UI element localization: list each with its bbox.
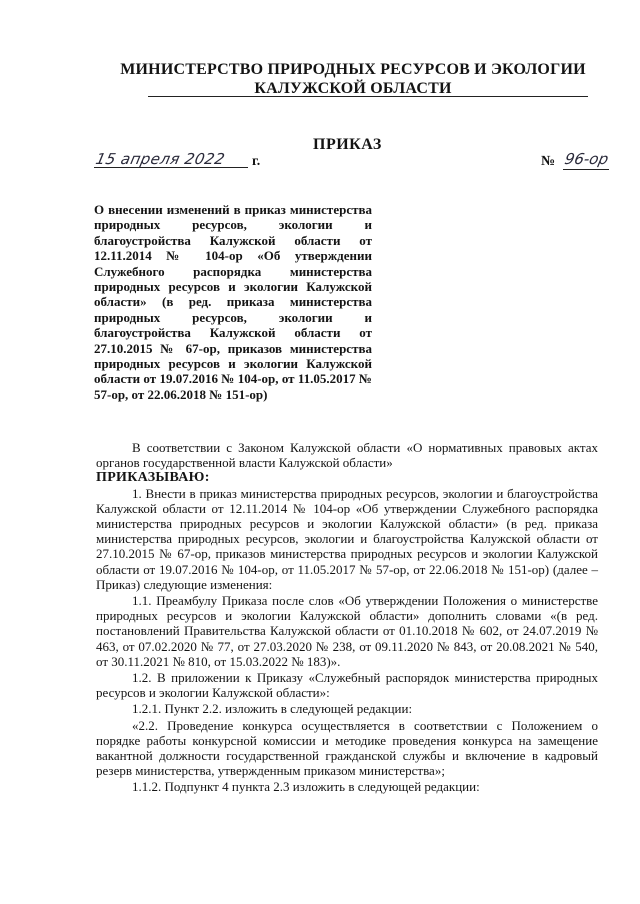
ministry-header [118,60,588,98]
body-paragraph: 1.1. Преамбулу Приказа после слов «Об утверждении Положения о министерстве природных ресурсов и экологии Калужской области» дополнить словами «(в ред. постановлений Правительства Калужской области от 01.10.2018 № 602, от 24.07.2019 № 463, от 07.02.2020 № 77, от 27.03.2020 № 238, от 09.11.2020 № 843, от 20.08.2021 № 540, от 30.11.2021 № 810, от 15.03.2022 № 183)». [96,593,598,669]
order-body [96,440,598,795]
preamble-paragraph: В соответствии с Законом Калужской области «О нормативных правовых актах органов государственной власти Калужской области» [96,440,598,471]
ministry-name-line2: КАЛУЖСКОЙ ОБЛАСТИ [254,80,452,97]
body-paragraph: 1.2.1. Пункт 2.2. изложить в следующей редакции: [132,701,413,717]
order-subject: О внесении изменений в приказ министерства природных ресурсов, экологии и благоустройства Калужской области от 12.11.2014 № 104-ор «Об утверждении Служебного распорядка министерства природных ресурсов и экологии Калужской области» (в ред. приказа министерства природных ресурсов, экологии и благоустройства Калужской области от 27.10.2015 № 67-ор, приказов министерства природных ресурсов и экологии Калужской области от 19.07.2016 № 104-ор, от 11.05.2017 № 57-ор, от 22.06.2018 № 151-ор) [94,202,372,402]
order-number-handwritten: 96-ор [563,150,611,168]
order-date [94,150,264,174]
number-underline [563,169,609,170]
decree-word: ПРИКАЗЫВАЮ: [96,470,210,486]
date-underline [94,167,248,168]
header-underline [148,96,588,97]
order-number [541,152,611,176]
body-paragraph: 1.2. В приложении к Приказу «Служебный распорядок министерства природных ресурсов и экологии Калужской области»: [96,670,598,701]
order-date-suffix: г. [252,154,261,169]
order-date-handwritten: 15 апреля 2022 [94,150,227,168]
ministry-name-line1: МИНИСТЕРСТВО ПРИРОДНЫХ РЕСУРСОВ И ЭКОЛОГИИ [120,61,586,78]
number-sign: № [541,154,556,169]
body-paragraph: «2.2. Проведение конкурса осуществляется в соответствии с Положением о порядке работы конкурсной комиссии и методике проведения конкурса на замещение вакантной должности государственной гражданской службы и включение в кадровый резерв министерства, утвержденным приказом министерства»; [96,717,598,779]
body-paragraph: 1. Внести в приказ министерства природных ресурсов, экологии и благоустройства Калужской области от 12.11.2014 № 104-ор «Об утверждении Служебного распорядка министерства природных ресурсов и экологии Калужской области» (в ред. приказа министерства природных ресурсов, экологии и благоустройства Калужской области от 27.10.2015 № 67-ор, приказов министерства природных ресурсов и экологии Калужской области от 19.07.2016 № 104-ор, от 11.05.2017 № 57-ор, от 22.06.2018 № 151-ор) (далее – Приказ) следующие изменения: [96,485,598,592]
order-title: ПРИКАЗ [313,136,382,153]
body-paragraph: 1.1.2. Подпункт 4 пункта 2.3 изложить в следующей редакции: [132,779,480,795]
